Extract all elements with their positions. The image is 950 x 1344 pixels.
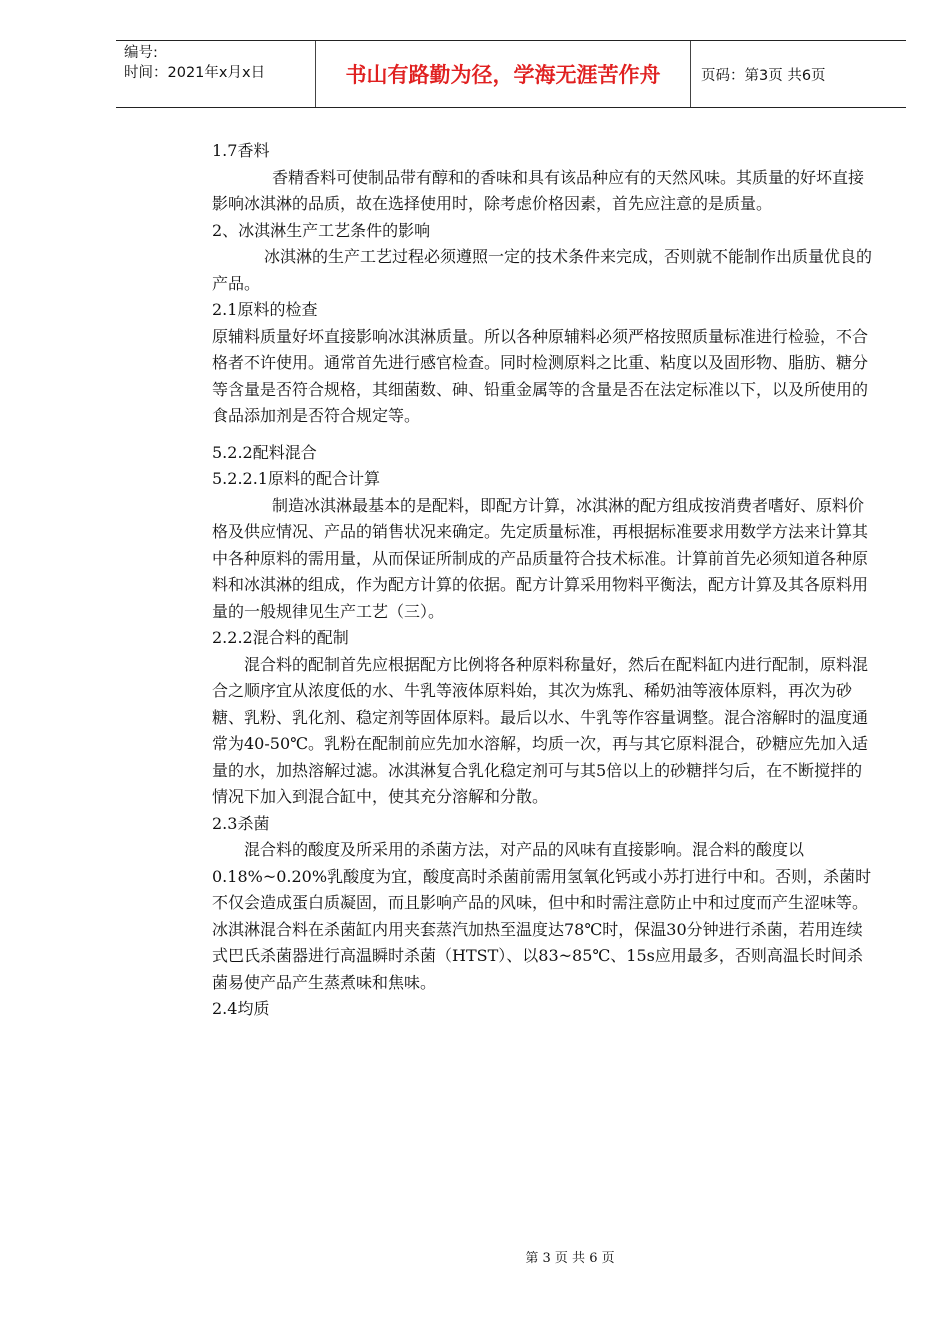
document-body — [212, 138, 872, 1023]
section-5-2-2-heading: 5.2.2配料混合 — [212, 442, 317, 462]
section-2-heading: 2、冰淇淋生产工艺条件的影响 — [212, 220, 431, 240]
page-header — [116, 40, 906, 108]
section-2-1-paragraph: 原辅料质量好坏直接影响冰淇淋质量。所以各种原辅料必须严格按照质量标准进行检验，不合格者不许使用。通常首先进行感官检查。同时检测原料之比重、粘度以及固形物、脂肪、糖分等含量是否符合规格，其细菌数、砷、铅重金属等的含量是否在法定标准以下，以及所使用的食品添加剂是否符合规定等。 — [212, 326, 869, 425]
section-2-3-heading: 2.3杀菌 — [212, 813, 270, 833]
section-2-4-heading: 2.4均质 — [212, 999, 270, 1018]
section-1-7-heading: 1.7香料 — [212, 141, 270, 160]
header-meta — [116, 41, 316, 107]
section-2-2-2-paragraph: 混合料的配制首先应根据配方比例将各种原料称量好，然后在配料缸内进行配制，原料混合之顺序宜从浓度低的水、牛乳等液体原料始，其次为炼乳、稀奶油等液体原料，再次为砂糖、乳粉、乳化剂、稳定剂等固体原料。最后以水、牛乳等作容量调整。混合溶解时的温度通常为40-50℃。乳粉在配制前应先加水溶解，均质一次，再与其它原料混合，砂糖应先加入适量的水，加热溶解过滤。冰淇淋复合乳化稳定剂可与其5倍以上的砂糖拌匀后，在不断搅拌的情况下加入到混合缸中，使其充分溶解和分散。 — [212, 654, 869, 806]
section-5-2-2-1-paragraph: 制造冰淇淋最基本的是配料，即配方计算，冰淇淋的配方组成按消费者嗜好、原料价格及供应情况、产品的销售状况来确定。先定质量标准，再根据标准要求用数学方法来计算其中各种原料的需用量，从而保证所制成的产品质量符合技术标准。计算前首先必须知道各种原料和冰淇淋的组成，作为配方计算的依据。配方计算采用物料平衡法，配方计算及其各原料用量的一般规律见生产工艺（三）。 — [212, 495, 869, 621]
section-2-2-2-heading: 2.2.2混合料的配制 — [212, 628, 349, 647]
section-2-paragraph: 冰淇淋的生产工艺过程必须遵照一定的技术条件来完成，否则就不能制作出质量优良的产品。 — [212, 247, 873, 293]
section-2-3-paragraph: 混合料的酸度及所采用的杀菌方法，对产品的风味有直接影响。混合料的酸度以0.18%~0.20%乳酸度为宜，酸度高时杀菌前需用氢氧化钙或小苏打进行中和。否则，杀菌时不仅会造成蛋白质凝固，而且影响产品的风味，但中和时需注意防止中和过度而产生涩味等。冰淇淋混合料在杀菌缸内用夹套蒸汽加热至温度达78℃时，保温30分钟进行杀菌，若用连续式巴氏杀菌器进行高温瞬时杀菌（HTST）、以83~85℃、15s应用最多，否则高温长时间杀菌易使产品产生蒸煮味和焦味。 — [212, 840, 872, 992]
document-number-label: 编号: — [124, 45, 158, 61]
section-2-1-heading: 2.1原料的检查 — [212, 300, 318, 319]
section-1-7-paragraph: 香精香料可使制品带有醇和的香味和具有该品种应有的天然风味。其质量的好坏直接影响冰淇淋的品质，故在选择使用时，除考虑价格因素，首先应注意的是质量。 — [212, 167, 865, 213]
document-time-label: 时间：2021年x月x日 — [124, 65, 266, 81]
header-motto: 书山有路勤为径，学海无涯苦作舟 — [316, 41, 691, 107]
section-5-2-2-1-heading: 5.2.2.1原料的配合计算 — [212, 469, 380, 488]
page-footer: 第 3 页 共 6 页 — [525, 1251, 615, 1266]
header-page-info: 页码：第3页 共6页 — [701, 67, 826, 84]
